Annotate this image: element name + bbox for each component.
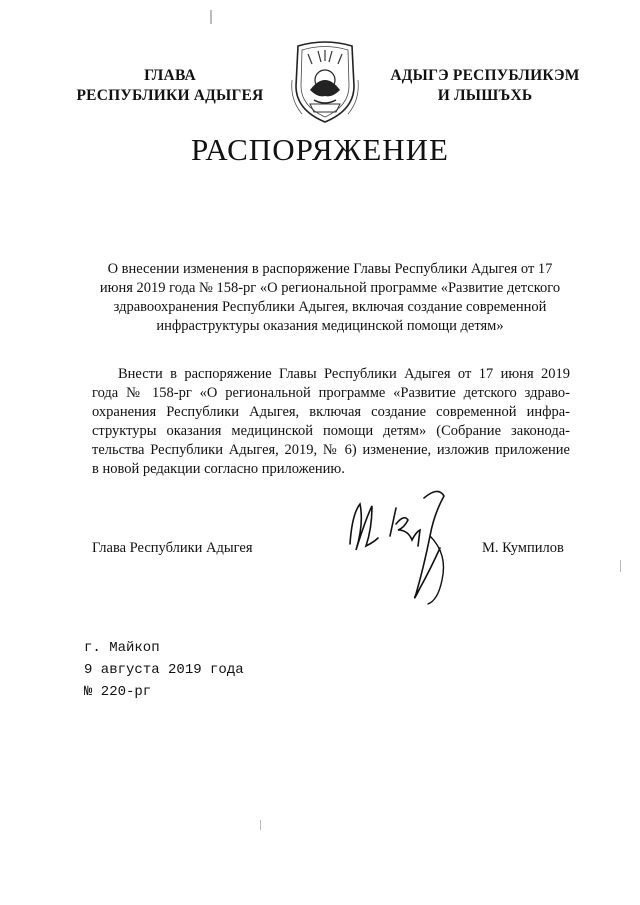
scan-speck (260, 820, 261, 830)
subject-line: здравоохранения Республики Адыгея, включая создание современной (113, 299, 547, 315)
header-left-line1: ГЛАВА (144, 67, 196, 84)
footer-date: 9 августа 2019 года (84, 662, 244, 678)
header-right-line2: И ЛЫШЪХЬ (437, 87, 533, 104)
handwritten-signature (338, 484, 468, 614)
body-line: года № 158-рг «О региональной программе «Развитие детского здраво- (92, 385, 570, 401)
body-line: в новой редакции согласно приложению. (92, 461, 345, 477)
footer-city: г. Майкоп (84, 640, 160, 656)
body-line: тельства Республики Адыгея, 2019, № 6) изменение, изложив приложение (92, 442, 570, 458)
body-line: Внести в распоряжение Главы Республики Адыгея от 17 июня 2019 (118, 366, 570, 382)
subject-line: О внесении изменения в распоряжение Главы Республики Адыгея от 17 (107, 261, 553, 277)
header-right (380, 66, 590, 106)
footer-number: № 220-рг (84, 684, 152, 700)
signatory-name: М. Кумпилов (482, 540, 564, 556)
header-left-line2: РЕСПУБЛИКИ АДЫГЕЯ (76, 87, 264, 104)
body-line: структуры оказания медицинской помощи детям» (Собрание законода- (92, 423, 570, 439)
body-line: охранения Республики Адыгея, включая создание современной инфра- (92, 404, 570, 420)
signatory-role: Глава Республики Адыгея (92, 540, 253, 556)
header-right-line1: АДЫГЭ РЕСПУБЛИКЭМ (390, 67, 580, 84)
subject-line: инфраструктуры оказания медицинской помощи детям» (156, 318, 504, 334)
body-paragraph (92, 365, 570, 479)
coat-of-arms-icon (288, 40, 362, 126)
header-left (60, 66, 280, 106)
scan-speck (210, 10, 212, 24)
scan-speck (620, 560, 621, 572)
subject-line: июня 2019 года № 158-рг «О региональной программе «Развитие детского (99, 280, 561, 296)
document-footer (84, 637, 244, 703)
subject-block (95, 260, 565, 336)
document-title: РАСПОРЯЖЕНИЕ (191, 132, 449, 167)
